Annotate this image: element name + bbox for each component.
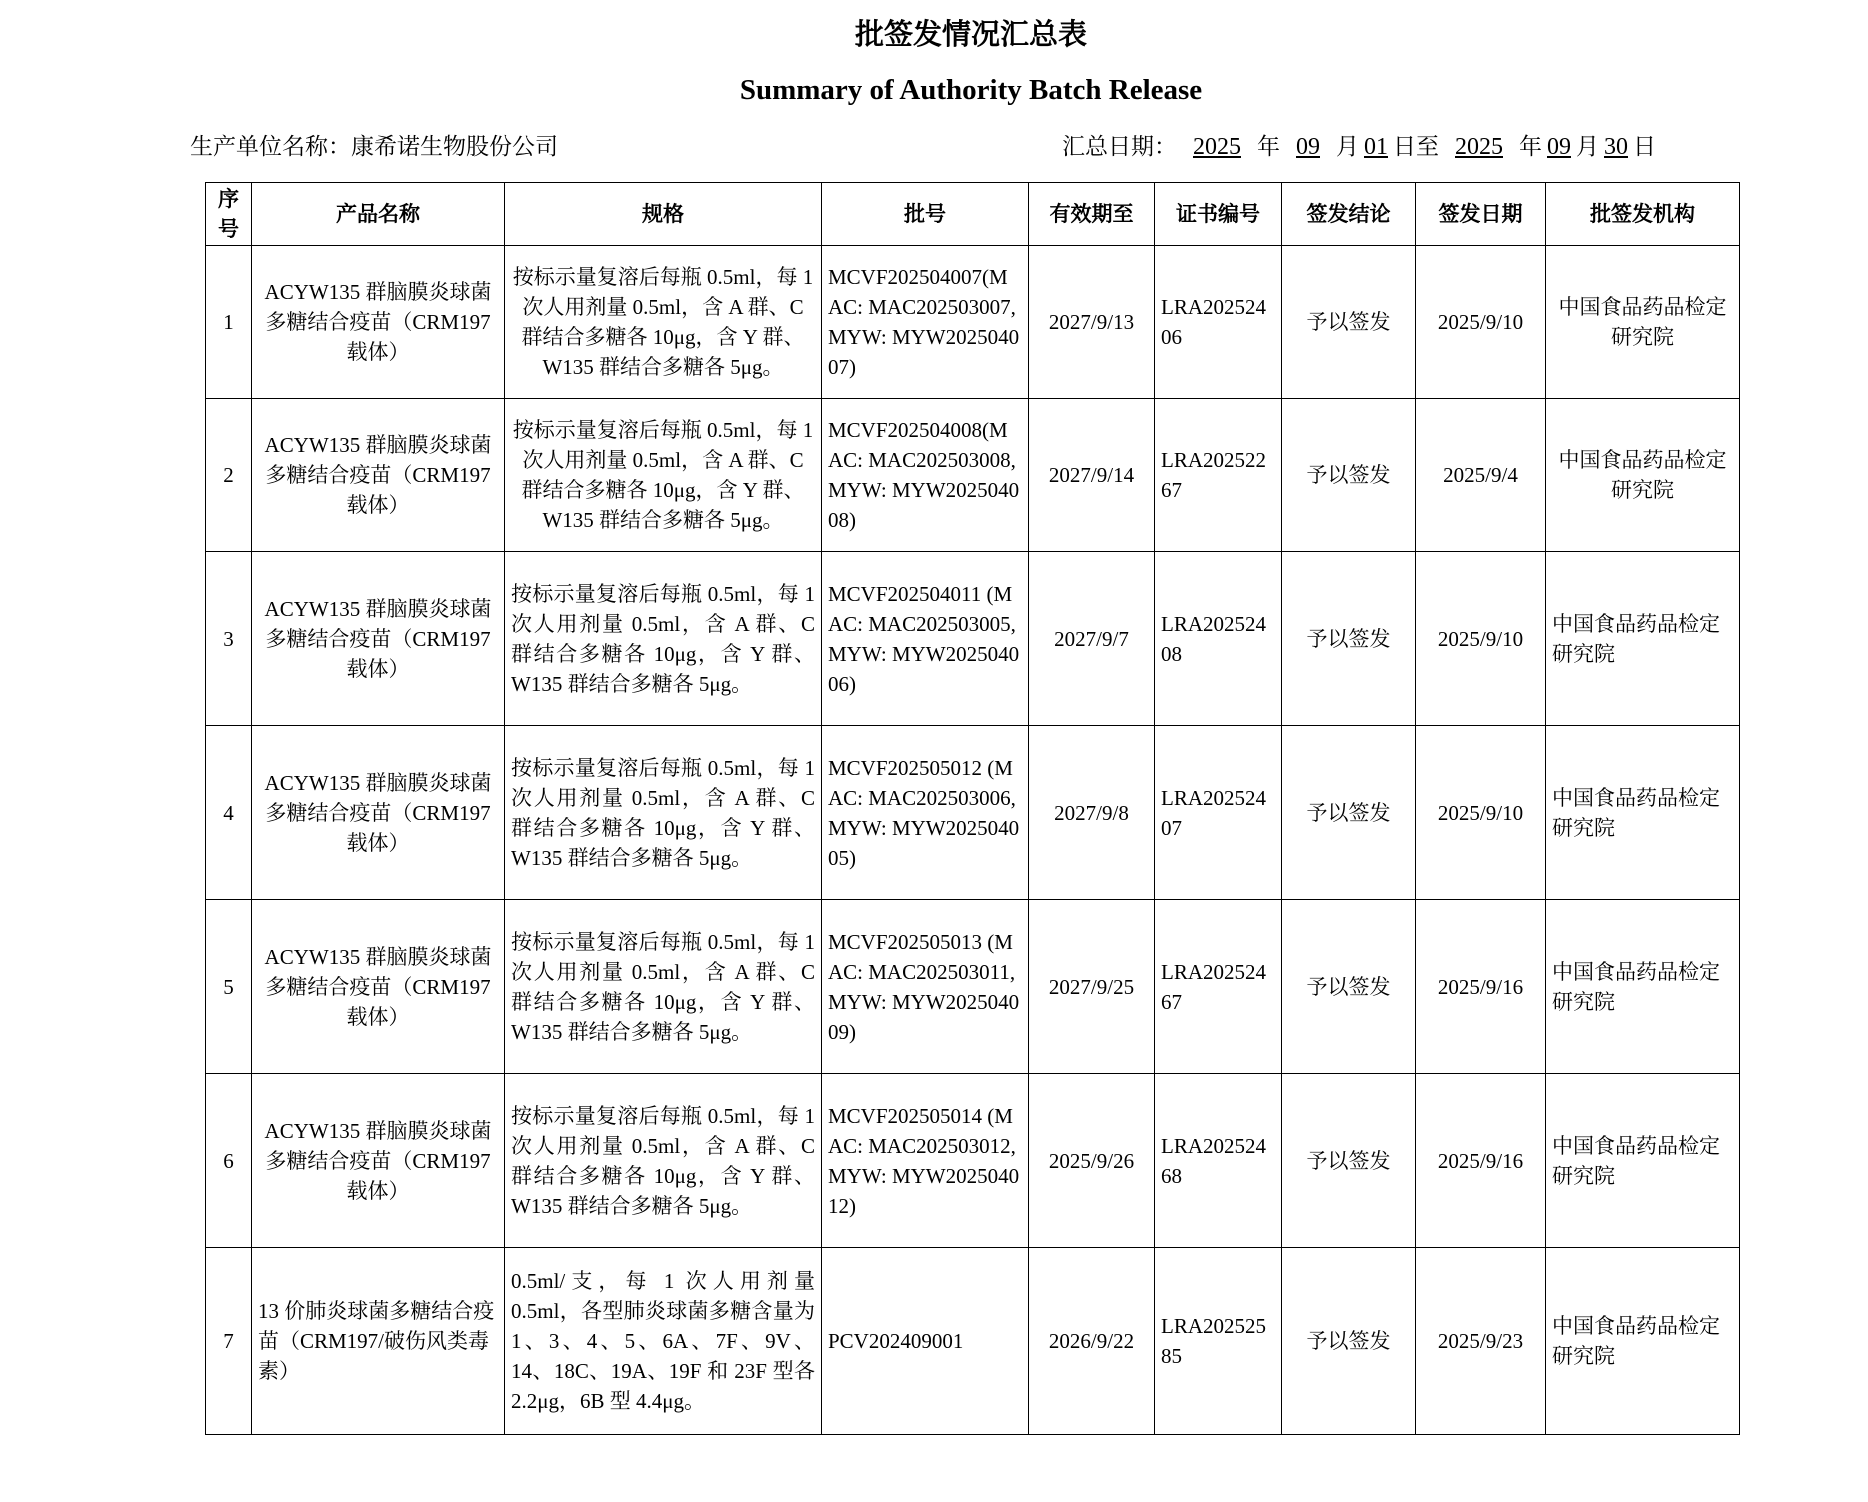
cell-product: ACYW135 群脑膜炎球菌多糖结合疫苗（CRM197 载体） (252, 900, 505, 1074)
table-row (206, 726, 1740, 900)
cell-seq: 5 (206, 900, 252, 1074)
cell-product: ACYW135 群脑膜炎球菌多糖结合疫苗（CRM197 载体） (252, 726, 505, 900)
cell-seq: 2 (206, 399, 252, 552)
cell-cert: LRA20252468 (1155, 1074, 1282, 1248)
cell-seq: 4 (206, 726, 252, 900)
cell-expiry: 2027/9/14 (1029, 399, 1155, 552)
cell-conclusion: 予以签发 (1282, 900, 1416, 1074)
cell-org: 中国食品药品检定研究院 (1546, 900, 1740, 1074)
day-unit: 日 (1633, 134, 1656, 160)
cell-conclusion: 予以签发 (1282, 552, 1416, 726)
cell-cert: LRA20252407 (1155, 726, 1282, 900)
cell-expiry: 2025/9/26 (1029, 1074, 1155, 1248)
cell-conclusion: 予以签发 (1282, 246, 1416, 399)
cell-seq: 7 (206, 1248, 252, 1435)
to-year: 2025 (1455, 134, 1503, 160)
cell-release-date: 2025/9/10 (1416, 552, 1546, 726)
cell-lot: MCVF202504008(MAC: MAC202503008, MYW: MYW202504008) (822, 399, 1029, 552)
cell-org: 中国食品药品检定研究院 (1546, 399, 1740, 552)
cell-cert: LRA20252467 (1155, 900, 1282, 1074)
month-unit: 月 (1336, 134, 1359, 160)
cell-conclusion: 予以签发 (1282, 1248, 1416, 1435)
cell-product: ACYW135 群脑膜炎球菌多糖结合疫苗（CRM197 载体） (252, 552, 505, 726)
from-day: 01 (1364, 134, 1388, 160)
cell-cert: LRA20252267 (1155, 399, 1282, 552)
from-month: 09 (1296, 134, 1320, 160)
summary-date-line (1062, 128, 1656, 161)
cell-product: ACYW135 群脑膜炎球菌多糖结合疫苗（CRM197 载体） (252, 246, 505, 399)
year-unit: 年 (1257, 134, 1280, 160)
cell-spec: 按标示量复溶后每瓶 0.5ml，每 1 次人用剂量 0.5ml，含 A 群、C 群结合多糖各 10μg，含 Y 群、W135 群结合多糖各 5μg。 (505, 726, 822, 900)
cell-expiry: 2027/9/8 (1029, 726, 1155, 900)
cell-product: ACYW135 群脑膜炎球菌多糖结合疫苗（CRM197 载体） (252, 1074, 505, 1248)
table-row (206, 552, 1740, 726)
header-lot: 批号 (822, 183, 1029, 246)
cell-cert: LRA20252406 (1155, 246, 1282, 399)
cell-spec: 按标示量复溶后每瓶 0.5ml，每 1 次人用剂量 0.5ml，含 A 群、C 群结合多糖各 10μg，含 Y 群、W135 群结合多糖各 5μg。 (505, 552, 822, 726)
cell-org: 中国食品药品检定研究院 (1546, 552, 1740, 726)
cell-seq: 6 (206, 1074, 252, 1248)
cell-org: 中国食品药品检定研究院 (1546, 246, 1740, 399)
from-year: 2025 (1193, 134, 1241, 160)
page-subtitle: Summary of Authority Batch Release (739, 74, 1203, 106)
cell-expiry: 2027/9/25 (1029, 900, 1155, 1074)
cell-seq: 1 (206, 246, 252, 399)
cell-spec: 按标示量复溶后每瓶 0.5ml，每 1 次人用剂量 0.5ml，含 A 群、C 群结合多糖各 10μg，含 Y 群、W135 群结合多糖各 5μg。 (505, 1074, 822, 1248)
to-day: 30 (1604, 134, 1628, 160)
month-unit-2: 月 (1576, 134, 1599, 160)
day-to: 日至 (1393, 134, 1439, 160)
cell-lot: MCVF202505014 (MAC: MAC202503012, MYW: MYW202504012) (822, 1074, 1029, 1248)
cell-spec: 按标示量复溶后每瓶 0.5ml，每 1 次人用剂量 0.5ml，含 A 群、C 群结合多糖各 10μg，含 Y 群、W135 群结合多糖各 5μg。 (505, 900, 822, 1074)
table-header-row (206, 183, 1740, 246)
cell-expiry: 2026/9/22 (1029, 1248, 1155, 1435)
date-label: 汇总日期： (1062, 134, 1177, 160)
cell-product: 13 价肺炎球菌多糖结合疫苗（CRM197/破伤风类毒素） (252, 1248, 505, 1435)
year-unit-2: 年 (1519, 134, 1542, 160)
cell-product: ACYW135 群脑膜炎球菌多糖结合疫苗（CRM197 载体） (252, 399, 505, 552)
cell-spec: 0.5ml/支，每 1 次人用剂量 0.5ml，各型肺炎球菌多糖含量为 1、3、4、5、6A、7F、9V、14、18C、19A、19F 和 23F 型各 2.2μg，6B 型 4.4μg。 (505, 1248, 822, 1435)
header-product: 产品名称 (252, 183, 505, 246)
header-conclusion: 签发结论 (1282, 183, 1416, 246)
table-row (206, 399, 1740, 552)
cell-org: 中国食品药品检定研究院 (1546, 1074, 1740, 1248)
cell-conclusion: 予以签发 (1282, 726, 1416, 900)
cell-lot: MCVF202505012 (MAC: MAC202503006, MYW: MYW202504005) (822, 726, 1029, 900)
header-cert: 证书编号 (1155, 183, 1282, 246)
cell-spec: 按标示量复溶后每瓶 0.5ml，每 1 次人用剂量 0.5ml，含 A 群、C 群结合多糖各 10μg，含 Y 群、W135 群结合多糖各 5μg。 (505, 399, 822, 552)
header-org: 批签发机构 (1546, 183, 1740, 246)
cell-lot: MCVF202504007(MAC: MAC202503007, MYW: MYW202504007) (822, 246, 1029, 399)
cell-expiry: 2027/9/7 (1029, 552, 1155, 726)
cell-org: 中国食品药品检定研究院 (1546, 726, 1740, 900)
header-seq: 序号 (206, 183, 252, 246)
header-release-date: 签发日期 (1416, 183, 1546, 246)
producer-line: 生产单位名称：康希诺生物股份公司 (190, 134, 558, 160)
to-month: 09 (1547, 134, 1571, 160)
cell-cert: LRA20252408 (1155, 552, 1282, 726)
cell-conclusion: 予以签发 (1282, 1074, 1416, 1248)
cell-cert: LRA20252585 (1155, 1248, 1282, 1435)
header-spec: 规格 (505, 183, 822, 246)
batch-release-table (205, 182, 1740, 1435)
cell-seq: 3 (206, 552, 252, 726)
table-row (206, 1248, 1740, 1435)
table-row (206, 246, 1740, 399)
header-expiry: 有效期至 (1029, 183, 1155, 246)
cell-release-date: 2025/9/4 (1416, 399, 1546, 552)
cell-lot: MCVF202504011 (MAC: MAC202503005, MYW: MYW202504006) (822, 552, 1029, 726)
cell-release-date: 2025/9/10 (1416, 246, 1546, 399)
cell-conclusion: 予以签发 (1282, 399, 1416, 552)
table-row (206, 1074, 1740, 1248)
cell-release-date: 2025/9/16 (1416, 1074, 1546, 1248)
cell-lot: PCV202409001 (822, 1248, 1029, 1435)
cell-spec: 按标示量复溶后每瓶 0.5ml，每 1 次人用剂量 0.5ml，含 A 群、C 群结合多糖各 10μg，含 Y 群、W135 群结合多糖各 5μg。 (505, 246, 822, 399)
table-row (206, 900, 1740, 1074)
cell-release-date: 2025/9/10 (1416, 726, 1546, 900)
cell-release-date: 2025/9/16 (1416, 900, 1546, 1074)
cell-lot: MCVF202505013 (MAC: MAC202503011, MYW: MYW202504009) (822, 900, 1029, 1074)
cell-release-date: 2025/9/23 (1416, 1248, 1546, 1435)
cell-expiry: 2027/9/13 (1029, 246, 1155, 399)
cell-org: 中国食品药品检定研究院 (1546, 1248, 1740, 1435)
page-title: 批签发情况汇总表 (854, 17, 1087, 51)
